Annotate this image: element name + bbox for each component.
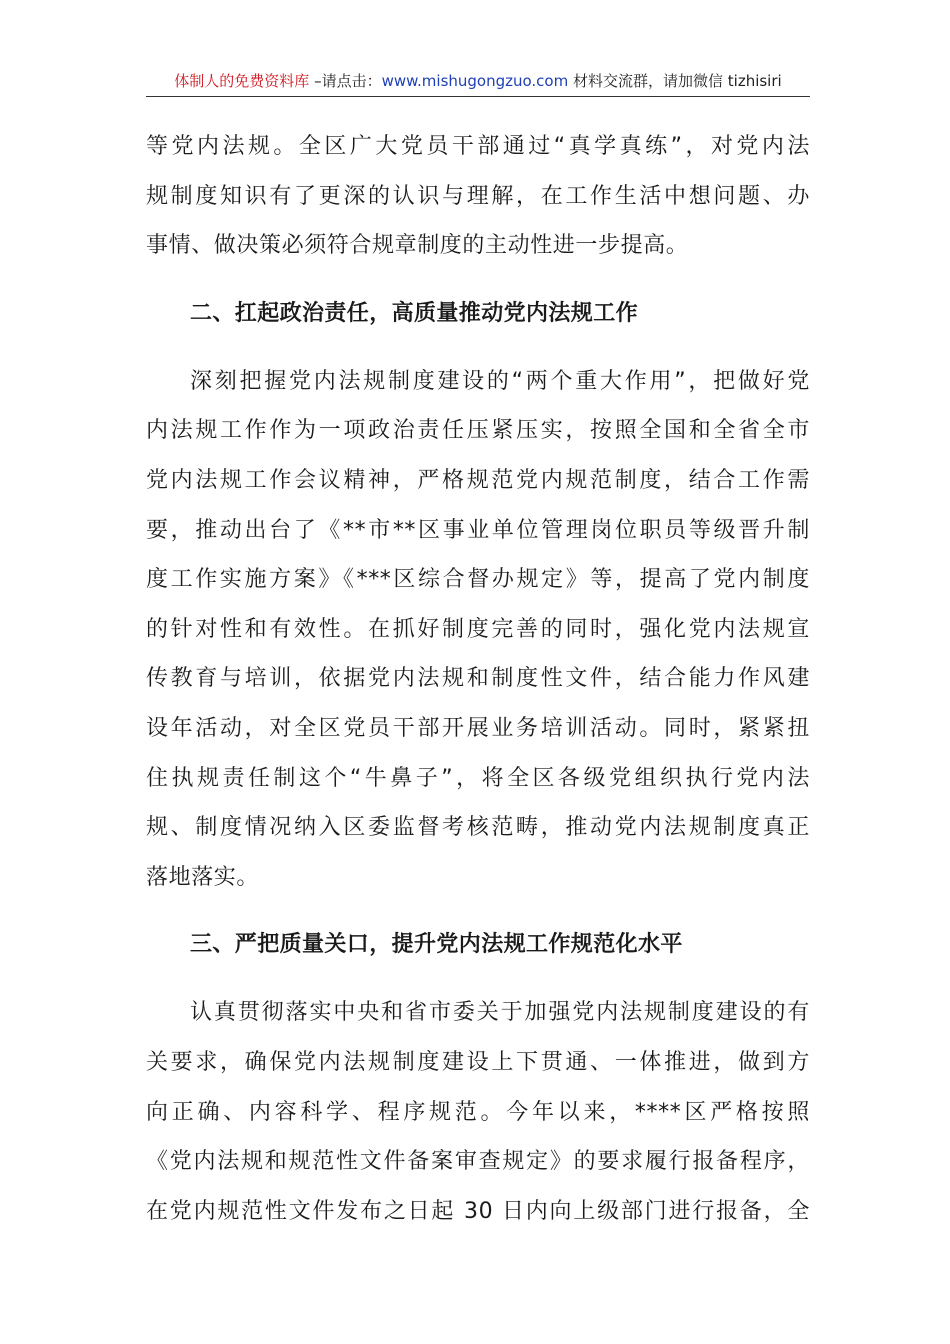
text-line: 向正确、内容科学、程序规范。今年以来，****区严格按照 — [146, 1099, 810, 1125]
document-body — [146, 122, 810, 1236]
header-click-prompt: –请点击： — [309, 72, 382, 90]
text-line: 在党内规范性文件发布之日起 30 日内向上级部门进行报备，全 — [146, 1198, 810, 1224]
text-line: 认真贯彻落实中央和省市委关于加强党内法规制度建设的有 — [190, 1000, 810, 1026]
text-line: 要，推动出台了《**市**区事业单位管理岗位职员等级晋升制 — [146, 517, 810, 543]
text-line: 等党内法规。全区广大党员干部通过“真学真练”，对党内法 — [146, 134, 810, 159]
text-line: 规制度知识有了更深的认识与理解，在工作生活中想问题、办 — [146, 183, 810, 209]
section-heading-3: 三、严把质量关口，提升党内法规工作规范化水平 — [190, 932, 683, 958]
text-line: 传教育与培训，依据党内法规和制度性文件，结合能力作风建 — [146, 666, 810, 692]
text-line: 住执规责任制这个“牛鼻子”，将全区各级党组织执行党内法 — [146, 765, 810, 791]
header-url-link[interactable]: www.mishugongzuo.com — [381, 72, 569, 90]
header-brand: 体制人的免费资料库 — [174, 72, 310, 90]
paragraph-3 — [146, 988, 810, 1236]
header-wechat-note: 材料交流群，请加微信 tizhisiri — [568, 72, 782, 90]
text-line: 设年活动，对全区党员干部开展业务培训活动。同时，紧紧扭 — [146, 715, 810, 741]
section-heading-2: 二、扛起政治责任，高质量推动党内法规工作 — [190, 300, 639, 326]
text-line: 的针对性和有效性。在抓好制度完善的同时，强化党内法规宣 — [146, 616, 810, 642]
text-line: 关要求，确保党内法规制度建设上下贯通、一体推进，做到方 — [146, 1049, 810, 1075]
paragraph-2 — [146, 357, 810, 903]
paragraph-1 — [146, 122, 810, 271]
text-line: 《党内法规和规范性文件备案审查规定》的要求履行报备程序， — [146, 1149, 810, 1175]
text-line: 事情、做决策必须符合规章制度的主动性进一步提高。 — [146, 233, 689, 259]
page-header — [146, 66, 810, 97]
text-line: 规、制度情况纳入区委监督考核范畴，推动党内法规制度真正 — [146, 815, 810, 841]
text-line: 深刻把握党内法规制度建设的“两个重大作用”，把做好党 — [190, 368, 810, 394]
text-line: 落地落实。 — [146, 864, 260, 890]
text-line: 度工作实施方案》《***区综合督办规定》等，提高了党内制度 — [146, 567, 810, 593]
text-line: 党内法规工作会议精神，严格规范党内规范制度，结合工作需 — [146, 467, 810, 493]
text-line: 内法规工作作为一项政治责任压紧压实，按照全国和全省全市 — [146, 418, 810, 444]
